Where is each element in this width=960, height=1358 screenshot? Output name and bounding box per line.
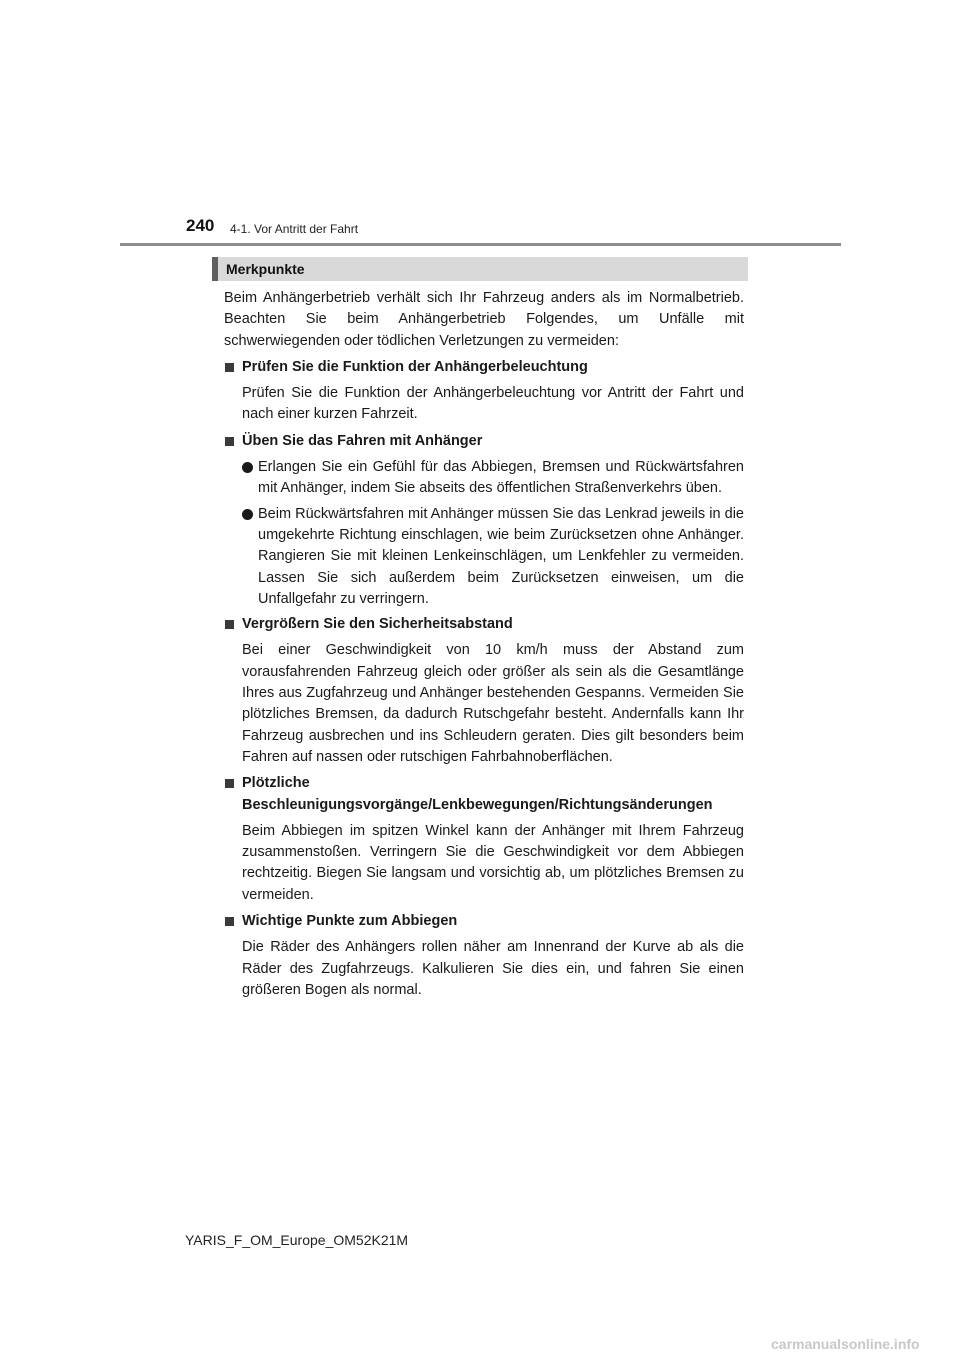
section-title-practice: Üben Sie das Fahren mit Anhänger (224, 431, 744, 452)
bullet-item: Beim Rückwärtsfahren mit Anhänger müssen Sie das Lenkrad jeweils in die umgekehrte Richtung einschlagen, wie beim Zurücksetzen ohne Anhänger. Rangieren Sie mit kleinen Lenkeinschlägen, um Lenkfehler zu vermeiden. Lassen Sie sich außerdem beim Zurücksetzen einweisen, um die Unfallgefahr zu verringern. (224, 504, 744, 610)
watermark: carmanualsonline.info (771, 1336, 920, 1352)
section-body-sudden-maneuvers: Beim Abbiegen im spitzen Winkel kann der Anhänger mit Ihrem Fahrzeug zusammenstoßen. Verringern Sie die Geschwindigkeit vor dem Abbiegen rechtzeitig. Biegen Sie langsam und vorsichtig ab, um plötzliches Bremsen zu vermeiden. (242, 822, 744, 903)
section-title-sudden-maneuvers: Plötzliche Beschleunigungsvorgänge/Lenkbewegungen/Richtungsänderungen (224, 773, 744, 816)
intro-paragraph: Beim Anhängerbetrieb verhält sich Ihr Fahrzeug anders als im Normalbetrieb. Beachten Sie beim Anhängerbetrieb Folgendes, um Unfälle mit schwerwiegenden oder tödlichen Verletzungen zu vermeiden: (224, 290, 744, 349)
page-content (224, 288, 744, 1006)
square-bullet-icon (225, 917, 234, 926)
header-divider (120, 243, 841, 246)
document-code: YARIS_F_OM_Europe_OM52K21M (185, 1232, 409, 1248)
merkpunkte-heading-bar (212, 257, 748, 281)
section-body-distance: Bei einer Geschwindigkeit von 10 km/h muss der Abstand zum vorausfahrenden Fahrzeug gleich oder größer als sein als die Gesamtlänge Ihres aus Zugfahrzeug und Anhänger bestehenden Gespanns. Vermeiden Sie plötzliches Bremsen, da dadurch Rutschgefahr besteht. Andernfalls kann Ihr Fahrzeug ausbrechen und ins Schleudern geraten. Dies gilt besonders beim Fahren auf nassen oder rutschigen Fahrbahnoberflächen. (242, 642, 744, 765)
section-reference: 4-1. Vor Antritt der Fahrt (230, 222, 359, 236)
square-bullet-icon (225, 779, 234, 788)
merkpunkte-heading-text: Merkpunkte (226, 261, 305, 277)
section-title-distance: Vergrößern Sie den Sicherheitsabstand (224, 614, 744, 635)
bullet-item: Erlangen Sie ein Gefühl für das Abbiegen, Bremsen und Rückwärtsfahren mit Anhänger, indem Sie abseits des öffentlichen Straßenverkehrs üben. (224, 457, 744, 500)
square-bullet-icon (225, 620, 234, 629)
section-title-turning: Wichtige Punkte zum Abbiegen (224, 911, 744, 932)
section-title-lighting: Prüfen Sie die Funktion der Anhängerbeleuchtung (224, 357, 744, 378)
page-number: 240 (186, 216, 215, 235)
square-bullet-icon (225, 363, 234, 372)
section-body-turning: Die Räder des Anhängers rollen näher am Innenrand der Kurve ab als die Räder des Zugfahrzeugs. Kalkulieren Sie dies ein, und fahren Sie einen größeren Bogen als normal. (242, 939, 744, 998)
section-body-lighting: Prüfen Sie die Funktion der Anhängerbeleuchtung vor Antritt der Fahrt und nach einer kurzen Fahrzeit. (242, 385, 744, 423)
round-bullet-icon (242, 509, 253, 520)
round-bullet-icon (242, 462, 253, 473)
square-bullet-icon (225, 437, 234, 446)
